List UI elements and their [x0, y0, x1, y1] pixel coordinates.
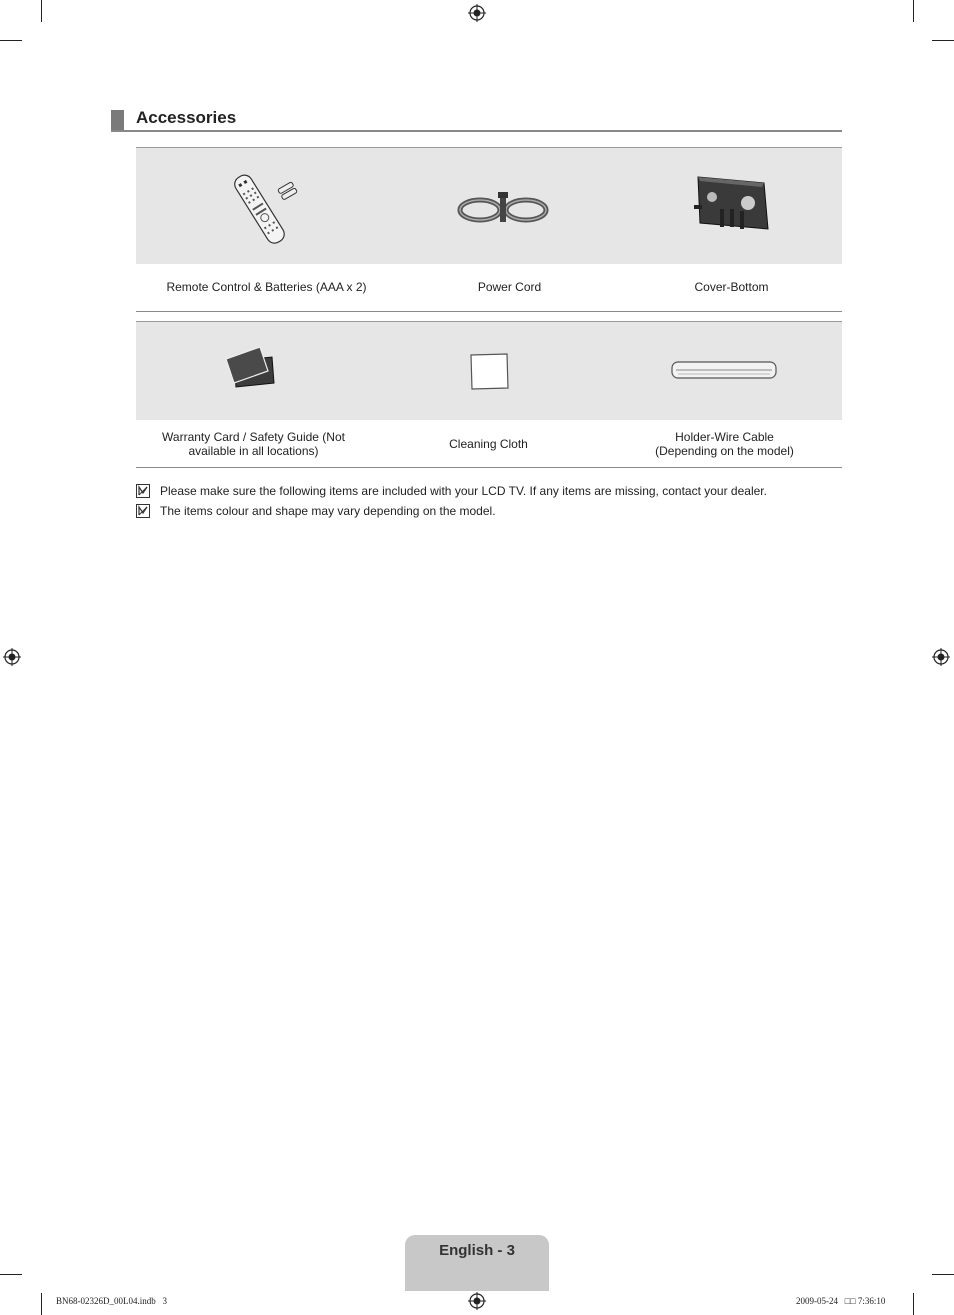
- accessory-label: [607, 430, 842, 458]
- accessory-label: Power Cord: [477, 280, 542, 294]
- note-text: The items colour and shape may vary depending on the model.: [160, 504, 496, 518]
- crop-mark: [0, 1274, 22, 1275]
- section-marker: [111, 110, 124, 131]
- registration-mark-icon: [468, 1292, 486, 1310]
- crop-mark: [41, 0, 42, 22]
- section-divider: [111, 130, 842, 132]
- accessory-label: [136, 430, 371, 458]
- warranty-card-icon: [222, 345, 278, 391]
- section-title: Accessories: [136, 108, 237, 127]
- page-number: English - 3: [439, 1242, 515, 1259]
- accessory-label: Cleaning Cloth: [449, 437, 528, 451]
- row-divider: [136, 467, 842, 468]
- date-slug: 2009-05-24 □□ 7:36:10: [796, 1296, 886, 1306]
- cleaning-cloth-icon: [467, 352, 511, 392]
- accessory-label-line: Holder-Wire Cable: [675, 430, 774, 444]
- accessory-label: Remote Control & Batteries (AAA x 2): [166, 280, 367, 294]
- accessory-label-line: (Depending on the model): [655, 444, 794, 458]
- accessory-label-line: available in all locations): [188, 444, 319, 458]
- remote-control-icon: [225, 165, 305, 247]
- registration-mark-icon: [3, 648, 21, 666]
- accessory-label: Cover-Bottom: [694, 280, 769, 294]
- accessory-label-line: Warranty Card / Safety Guide (Not: [162, 430, 345, 444]
- power-cord-icon: [456, 190, 550, 230]
- note-icon: [136, 484, 150, 498]
- note-icon: [136, 504, 150, 518]
- note-item: [136, 484, 767, 498]
- cover-bottom-icon: [690, 173, 772, 237]
- note-item: [136, 504, 496, 518]
- crop-mark: [932, 40, 954, 41]
- registration-mark-icon: [468, 4, 486, 22]
- crop-mark: [913, 1293, 914, 1315]
- crop-mark: [913, 0, 914, 22]
- registration-mark-icon: [932, 648, 950, 666]
- file-slug: BN68-02326D_00L04.indb 3: [56, 1296, 167, 1306]
- crop-mark: [0, 40, 22, 41]
- note-text: Please make sure the following items are included with your LCD TV. If any items are missing, contact your dealer.: [160, 484, 767, 498]
- holder-wire-cable-icon: [668, 358, 780, 384]
- crop-mark: [932, 1274, 954, 1275]
- crop-mark: [41, 1293, 42, 1315]
- row-divider: [136, 311, 842, 312]
